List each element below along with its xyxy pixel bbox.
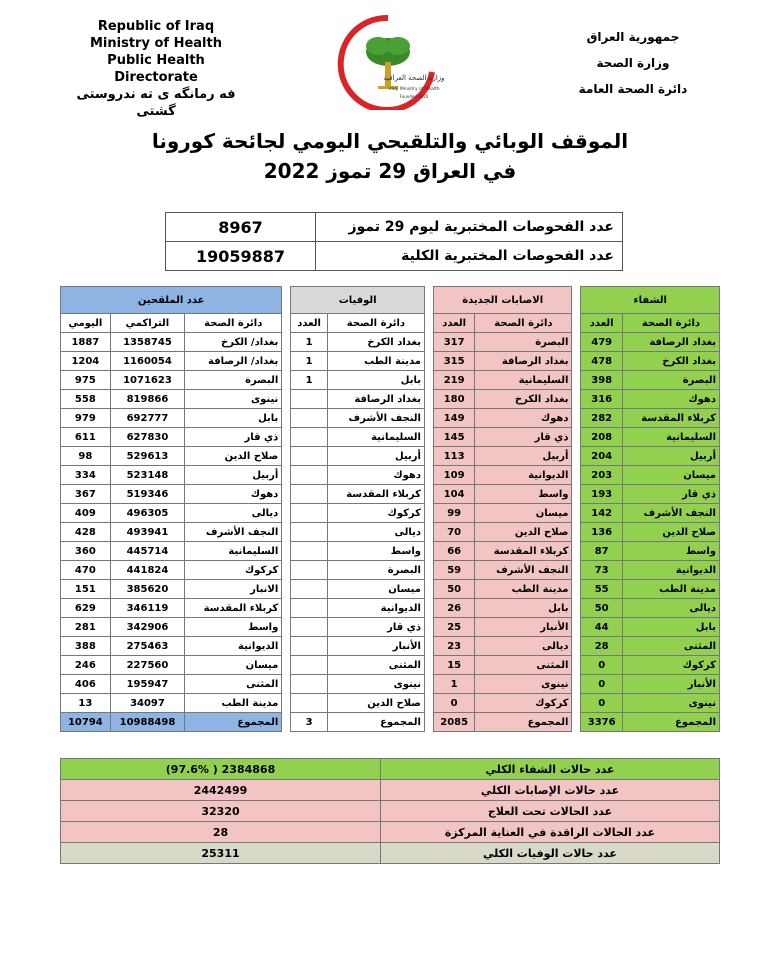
deaths-count <box>291 561 328 580</box>
cases-count: 23 <box>433 637 474 656</box>
deaths-count <box>291 599 328 618</box>
recovered-count: 479 <box>581 333 622 352</box>
vaccinated-daily: 611 <box>61 428 111 447</box>
daily-tests-value: 8967 <box>166 213 316 242</box>
deaths-dept: الأنبار <box>327 637 424 656</box>
cases-count: 104 <box>433 485 474 504</box>
table-row <box>61 542 720 561</box>
column-header-row <box>61 314 720 333</box>
summary-row <box>61 822 720 843</box>
recovered-count: 73 <box>581 561 622 580</box>
recovered-count: 478 <box>581 352 622 371</box>
daily-status-table <box>60 286 720 732</box>
deaths-count <box>291 523 328 542</box>
daily-tests-row <box>166 213 623 242</box>
summary-row <box>61 843 720 864</box>
table-row <box>61 428 720 447</box>
recovered-count: 50 <box>581 599 622 618</box>
table-row <box>61 656 720 675</box>
cases-dept: النجف الأشرف <box>475 561 572 580</box>
recovered-dept: البصرة <box>622 371 719 390</box>
lab-tests-table <box>165 212 623 271</box>
table-row <box>61 333 720 352</box>
cases-count: 113 <box>433 447 474 466</box>
recovered-dept: الديوانية <box>622 561 719 580</box>
recovered-count: 193 <box>581 485 622 504</box>
cases-count: 180 <box>433 390 474 409</box>
recovered-count: 208 <box>581 428 622 447</box>
deaths-count <box>291 580 328 599</box>
recovered-count: 282 <box>581 409 622 428</box>
daily-tests-label: عدد الفحوصات المختبرية ليوم 29 تموز <box>316 213 623 242</box>
recovered-count: 0 <box>581 656 622 675</box>
recovered-dept: الأنبار <box>622 675 719 694</box>
cases-total: 2085 <box>433 713 474 732</box>
deaths-dept: المثنى <box>327 656 424 675</box>
cases-dept: الديوانية <box>475 466 572 485</box>
recovered-count: 0 <box>581 694 622 713</box>
recovered-dept: ديالى <box>622 599 719 618</box>
vaccinated-cumulative: 1358745 <box>110 333 184 352</box>
vaccinated-dept: كربلاء المقدسة <box>185 599 282 618</box>
cases-dept: بابل <box>475 599 572 618</box>
vaccinated-dept: صلاح الدين <box>185 447 282 466</box>
deaths-dept: كربلاء المقدسة <box>327 485 424 504</box>
col-count: العدد <box>291 314 328 333</box>
report-title <box>150 126 630 186</box>
cases-dept: مدينة الطب <box>475 580 572 599</box>
recovered-count: 55 <box>581 580 622 599</box>
deaths-count <box>291 694 328 713</box>
recovered-count: 28 <box>581 637 622 656</box>
table-row <box>61 580 720 599</box>
group-vaccinated: عدد الملقحين <box>61 287 282 314</box>
recovered-count: 142 <box>581 504 622 523</box>
recovered-count: 398 <box>581 371 622 390</box>
cases-count: 15 <box>433 656 474 675</box>
cases-count: 317 <box>433 333 474 352</box>
recovered-dept: نينوى <box>622 694 719 713</box>
totals-row <box>61 713 720 732</box>
vaccinated-cumulative: 529613 <box>110 447 184 466</box>
recovered-total: 3376 <box>581 713 622 732</box>
vaccinated-cumulative: 1071623 <box>110 371 184 390</box>
vaccinated-cumulative: 627830 <box>110 428 184 447</box>
recovered-dept: كربلاء المقدسة <box>622 409 719 428</box>
deaths-count <box>291 542 328 561</box>
col-count: العدد <box>581 314 622 333</box>
deaths-count <box>291 428 328 447</box>
deaths-dept: صلاح الدين <box>327 694 424 713</box>
deaths-dept: مدينة الطب <box>327 352 424 371</box>
table-row <box>61 561 720 580</box>
total-tests-value: 19059887 <box>166 242 316 271</box>
vaccinated-dept: النجف الأشرف <box>185 523 282 542</box>
deaths-count <box>291 485 328 504</box>
vaccinated-daily: 979 <box>61 409 111 428</box>
table-row <box>61 637 720 656</box>
vaccinated-daily: 558 <box>61 390 111 409</box>
deaths-dept: دهوك <box>327 466 424 485</box>
recovered-dept: النجف الأشرف <box>622 504 719 523</box>
vaccinated-cumulative: 275463 <box>110 637 184 656</box>
col-cumulative: التراكمي <box>110 314 184 333</box>
deaths-dept: ذي قار <box>327 618 424 637</box>
totals-label: المجموع <box>475 713 572 732</box>
deaths-total: 3 <box>291 713 328 732</box>
vaccinated-dept: نينوى <box>185 390 282 409</box>
cases-dept: واسط <box>475 485 572 504</box>
vaccinated-dept: ديالى <box>185 504 282 523</box>
vaccinated-dept: البصرة <box>185 371 282 390</box>
recovered-dept: بغداد الكرخ <box>622 352 719 371</box>
vaccinated-daily: 360 <box>61 542 111 561</box>
cases-count: 59 <box>433 561 474 580</box>
vaccinated-cumulative-total: 10988498 <box>110 713 184 732</box>
vaccinated-daily: 334 <box>61 466 111 485</box>
vaccinated-dept: بغداد/ الكرخ <box>185 333 282 352</box>
recovered-dept: السليمانية <box>622 428 719 447</box>
vaccinated-cumulative: 445714 <box>110 542 184 561</box>
vaccinated-cumulative: 493941 <box>110 523 184 542</box>
table-row <box>61 504 720 523</box>
vaccinated-daily: 428 <box>61 523 111 542</box>
cases-count: 0 <box>433 694 474 713</box>
cases-count: 145 <box>433 428 474 447</box>
recovered-count: 44 <box>581 618 622 637</box>
table-row <box>61 390 720 409</box>
vaccinated-cumulative: 519346 <box>110 485 184 504</box>
vaccinated-daily: 975 <box>61 371 111 390</box>
summary-value: 2442499 <box>61 780 381 801</box>
vaccinated-cumulative: 441824 <box>110 561 184 580</box>
table-row <box>61 409 720 428</box>
deaths-dept: كركوك <box>327 504 424 523</box>
cases-dept: نينوى <box>475 675 572 694</box>
vaccinated-dept: بغداد/ الرصافة <box>185 352 282 371</box>
vaccinated-cumulative: 523148 <box>110 466 184 485</box>
recovered-dept: كركوك <box>622 656 719 675</box>
recovered-count: 316 <box>581 390 622 409</box>
col-dept: دائرة الصحة <box>327 314 424 333</box>
deaths-dept: البصرة <box>327 561 424 580</box>
cases-dept: ميسان <box>475 504 572 523</box>
summary-label: عدد حالات الإصابات الكلي <box>381 780 720 801</box>
cases-count: 99 <box>433 504 474 523</box>
vaccinated-cumulative: 346119 <box>110 599 184 618</box>
cases-dept: بغداد الرصافة <box>475 352 572 371</box>
recovered-dept: أربيل <box>622 447 719 466</box>
totals-label: المجموع <box>185 713 282 732</box>
deaths-count <box>291 637 328 656</box>
vaccinated-cumulative: 342906 <box>110 618 184 637</box>
summary-label: عدد حالات الوفيات الكلي <box>381 843 720 864</box>
deaths-count: 1 <box>291 333 328 352</box>
vaccinated-daily-total: 10794 <box>61 713 111 732</box>
vaccinated-daily: 470 <box>61 561 111 580</box>
header-english <box>66 18 246 120</box>
vaccinated-dept: بابل <box>185 409 282 428</box>
deaths-dept: بابل <box>327 371 424 390</box>
col-dept: دائرة الصحة <box>475 314 572 333</box>
summary-value: 2384868 ( 97.6%) <box>61 759 381 780</box>
vaccinated-dept: أربيل <box>185 466 282 485</box>
cases-dept: كربلاء المقدسة <box>475 542 572 561</box>
vaccinated-daily: 388 <box>61 637 111 656</box>
summary-value: 28 <box>61 822 381 843</box>
vaccinated-dept: ذي قار <box>185 428 282 447</box>
summary-row <box>61 759 720 780</box>
table-row <box>61 447 720 466</box>
recovered-dept: المثنى <box>622 637 719 656</box>
header-ar-directorate: دائرة الصحة العامة <box>578 82 688 96</box>
table-row <box>61 618 720 637</box>
group-new-cases: الاصابات الجديدة <box>433 287 572 314</box>
deaths-dept: النجف الأشرف <box>327 409 424 428</box>
vaccinated-daily: 281 <box>61 618 111 637</box>
vaccinated-daily: 246 <box>61 656 111 675</box>
cases-dept: ذي قار <box>475 428 572 447</box>
vaccinated-daily: 629 <box>61 599 111 618</box>
recovered-dept: صلاح الدين <box>622 523 719 542</box>
vaccinated-daily: 409 <box>61 504 111 523</box>
title-line-2: في العراق 29 تموز 2022 <box>263 159 517 183</box>
col-dept: دائرة الصحة <box>622 314 719 333</box>
recovered-dept: بغداد الرصافة <box>622 333 719 352</box>
deaths-dept: ميسان <box>327 580 424 599</box>
recovered-dept: مدينة الطب <box>622 580 719 599</box>
deaths-dept: الديوانية <box>327 599 424 618</box>
deaths-count <box>291 447 328 466</box>
logo-text: وزارة الصحة العراقية <box>383 74 445 82</box>
cases-count: 109 <box>433 466 474 485</box>
summary-value: 25311 <box>61 843 381 864</box>
recovered-dept: واسط <box>622 542 719 561</box>
deaths-dept: ديالى <box>327 523 424 542</box>
cases-dept: صلاح الدين <box>475 523 572 542</box>
cases-dept: المثنى <box>475 656 572 675</box>
deaths-count <box>291 409 328 428</box>
table-row <box>61 675 720 694</box>
vaccinated-cumulative: 227560 <box>110 656 184 675</box>
vaccinated-cumulative: 195947 <box>110 675 184 694</box>
deaths-dept: السليمانية <box>327 428 424 447</box>
cases-count: 66 <box>433 542 474 561</box>
deaths-count <box>291 466 328 485</box>
logo-founded: Founded 1920 <box>399 94 429 99</box>
recovered-dept: ميسان <box>622 466 719 485</box>
vaccinated-dept: السليمانية <box>185 542 282 561</box>
vaccinated-dept: مدينة الطب <box>185 694 282 713</box>
vaccinated-daily: 367 <box>61 485 111 504</box>
vaccinated-dept: المثنى <box>185 675 282 694</box>
deaths-count <box>291 675 328 694</box>
vaccinated-daily: 98 <box>61 447 111 466</box>
total-tests-row <box>166 242 623 271</box>
col-count: العدد <box>433 314 474 333</box>
recovered-count: 87 <box>581 542 622 561</box>
cases-dept: أربيل <box>475 447 572 466</box>
col-daily: اليومي <box>61 314 111 333</box>
cases-count: 219 <box>433 371 474 390</box>
table-row <box>61 485 720 504</box>
table-row <box>61 694 720 713</box>
deaths-count <box>291 390 328 409</box>
table-row <box>61 371 720 390</box>
group-deaths: الوفيات <box>291 287 425 314</box>
cases-dept: البصرة <box>475 333 572 352</box>
vaccinated-dept: دهوك <box>185 485 282 504</box>
cases-count: 315 <box>433 352 474 371</box>
vaccinated-daily: 406 <box>61 675 111 694</box>
deaths-count <box>291 656 328 675</box>
vaccinated-dept: الديوانية <box>185 637 282 656</box>
cases-count: 50 <box>433 580 474 599</box>
group-recovered: الشفاء <box>581 287 720 314</box>
header-country: Republic of Iraq <box>97 19 215 34</box>
header-ar-country: جمهورية العراق <box>586 30 680 44</box>
deaths-dept: بغداد الكرخ <box>327 333 424 352</box>
recovered-count: 0 <box>581 675 622 694</box>
cases-count: 1 <box>433 675 474 694</box>
col-dept: دائرة الصحة <box>185 314 282 333</box>
summary-table <box>60 758 720 864</box>
cases-dept: بغداد الكرخ <box>475 390 572 409</box>
recovered-count: 203 <box>581 466 622 485</box>
deaths-dept: نينوى <box>327 675 424 694</box>
cases-dept: كركوك <box>475 694 572 713</box>
vaccinated-dept: الانبار <box>185 580 282 599</box>
totals-label: المجموع <box>327 713 424 732</box>
vaccinated-cumulative: 1160054 <box>110 352 184 371</box>
cases-count: 70 <box>433 523 474 542</box>
vaccinated-cumulative: 496305 <box>110 504 184 523</box>
group-header-row <box>61 287 720 314</box>
vaccinated-daily: 1204 <box>61 352 111 371</box>
header-ar-ministry: وزارة الصحة <box>596 56 670 70</box>
recovered-count: 204 <box>581 447 622 466</box>
cases-count: 26 <box>433 599 474 618</box>
recovered-dept: دهوك <box>622 390 719 409</box>
vaccinated-cumulative: 34097 <box>110 694 184 713</box>
deaths-count: 1 <box>291 371 328 390</box>
vaccinated-dept: واسط <box>185 618 282 637</box>
table-row <box>61 523 720 542</box>
header-kurdish: فه رمانگه ى ته ندروستى گشتى <box>76 87 236 119</box>
cases-dept: دهوك <box>475 409 572 428</box>
title-line-1: الموقف الوبائي والتلقيحي اليومي لجائحة كورونا <box>151 129 629 153</box>
summary-row <box>61 780 720 801</box>
total-tests-label: عدد الفحوصات المختبرية الكلية <box>316 242 623 271</box>
table-body <box>61 333 720 713</box>
vaccinated-dept: ميسان <box>185 656 282 675</box>
vaccinated-cumulative: 385620 <box>110 580 184 599</box>
header-directorate: Public Health Directorate <box>107 53 205 85</box>
logo-subtext: Iraqi Ministry of Health <box>388 87 440 92</box>
summary-label: عدد الحالات الراقدة في العناية المركزة <box>381 822 720 843</box>
header-ministry: Ministry of Health <box>90 36 222 51</box>
recovered-count: 136 <box>581 523 622 542</box>
cases-count: 25 <box>433 618 474 637</box>
deaths-count: 1 <box>291 352 328 371</box>
vaccinated-daily: 1887 <box>61 333 111 352</box>
summary-label: عدد الحالات تحت العلاج <box>381 801 720 822</box>
cases-dept: ديالى <box>475 637 572 656</box>
table-row <box>61 599 720 618</box>
table-row <box>61 352 720 371</box>
summary-label: عدد حالات الشفاء الكلي <box>381 759 720 780</box>
vaccinated-dept: كركوك <box>185 561 282 580</box>
vaccinated-daily: 13 <box>61 694 111 713</box>
table-row <box>61 466 720 485</box>
deaths-dept: واسط <box>327 542 424 561</box>
recovered-dept: بابل <box>622 618 719 637</box>
vaccinated-cumulative: 819866 <box>110 390 184 409</box>
deaths-dept: بغداد الرصافة <box>327 390 424 409</box>
header-arabic <box>578 24 688 102</box>
deaths-dept: أربيل <box>327 447 424 466</box>
summary-row <box>61 801 720 822</box>
cases-dept: السليمانية <box>475 371 572 390</box>
ministry-logo <box>328 10 448 110</box>
recovered-dept: ذي قار <box>622 485 719 504</box>
vaccinated-daily: 151 <box>61 580 111 599</box>
vaccinated-cumulative: 692777 <box>110 409 184 428</box>
deaths-count <box>291 618 328 637</box>
deaths-count <box>291 504 328 523</box>
summary-value: 32320 <box>61 801 381 822</box>
totals-label: المجموع <box>622 713 719 732</box>
cases-count: 149 <box>433 409 474 428</box>
cases-dept: الأنبار <box>475 618 572 637</box>
